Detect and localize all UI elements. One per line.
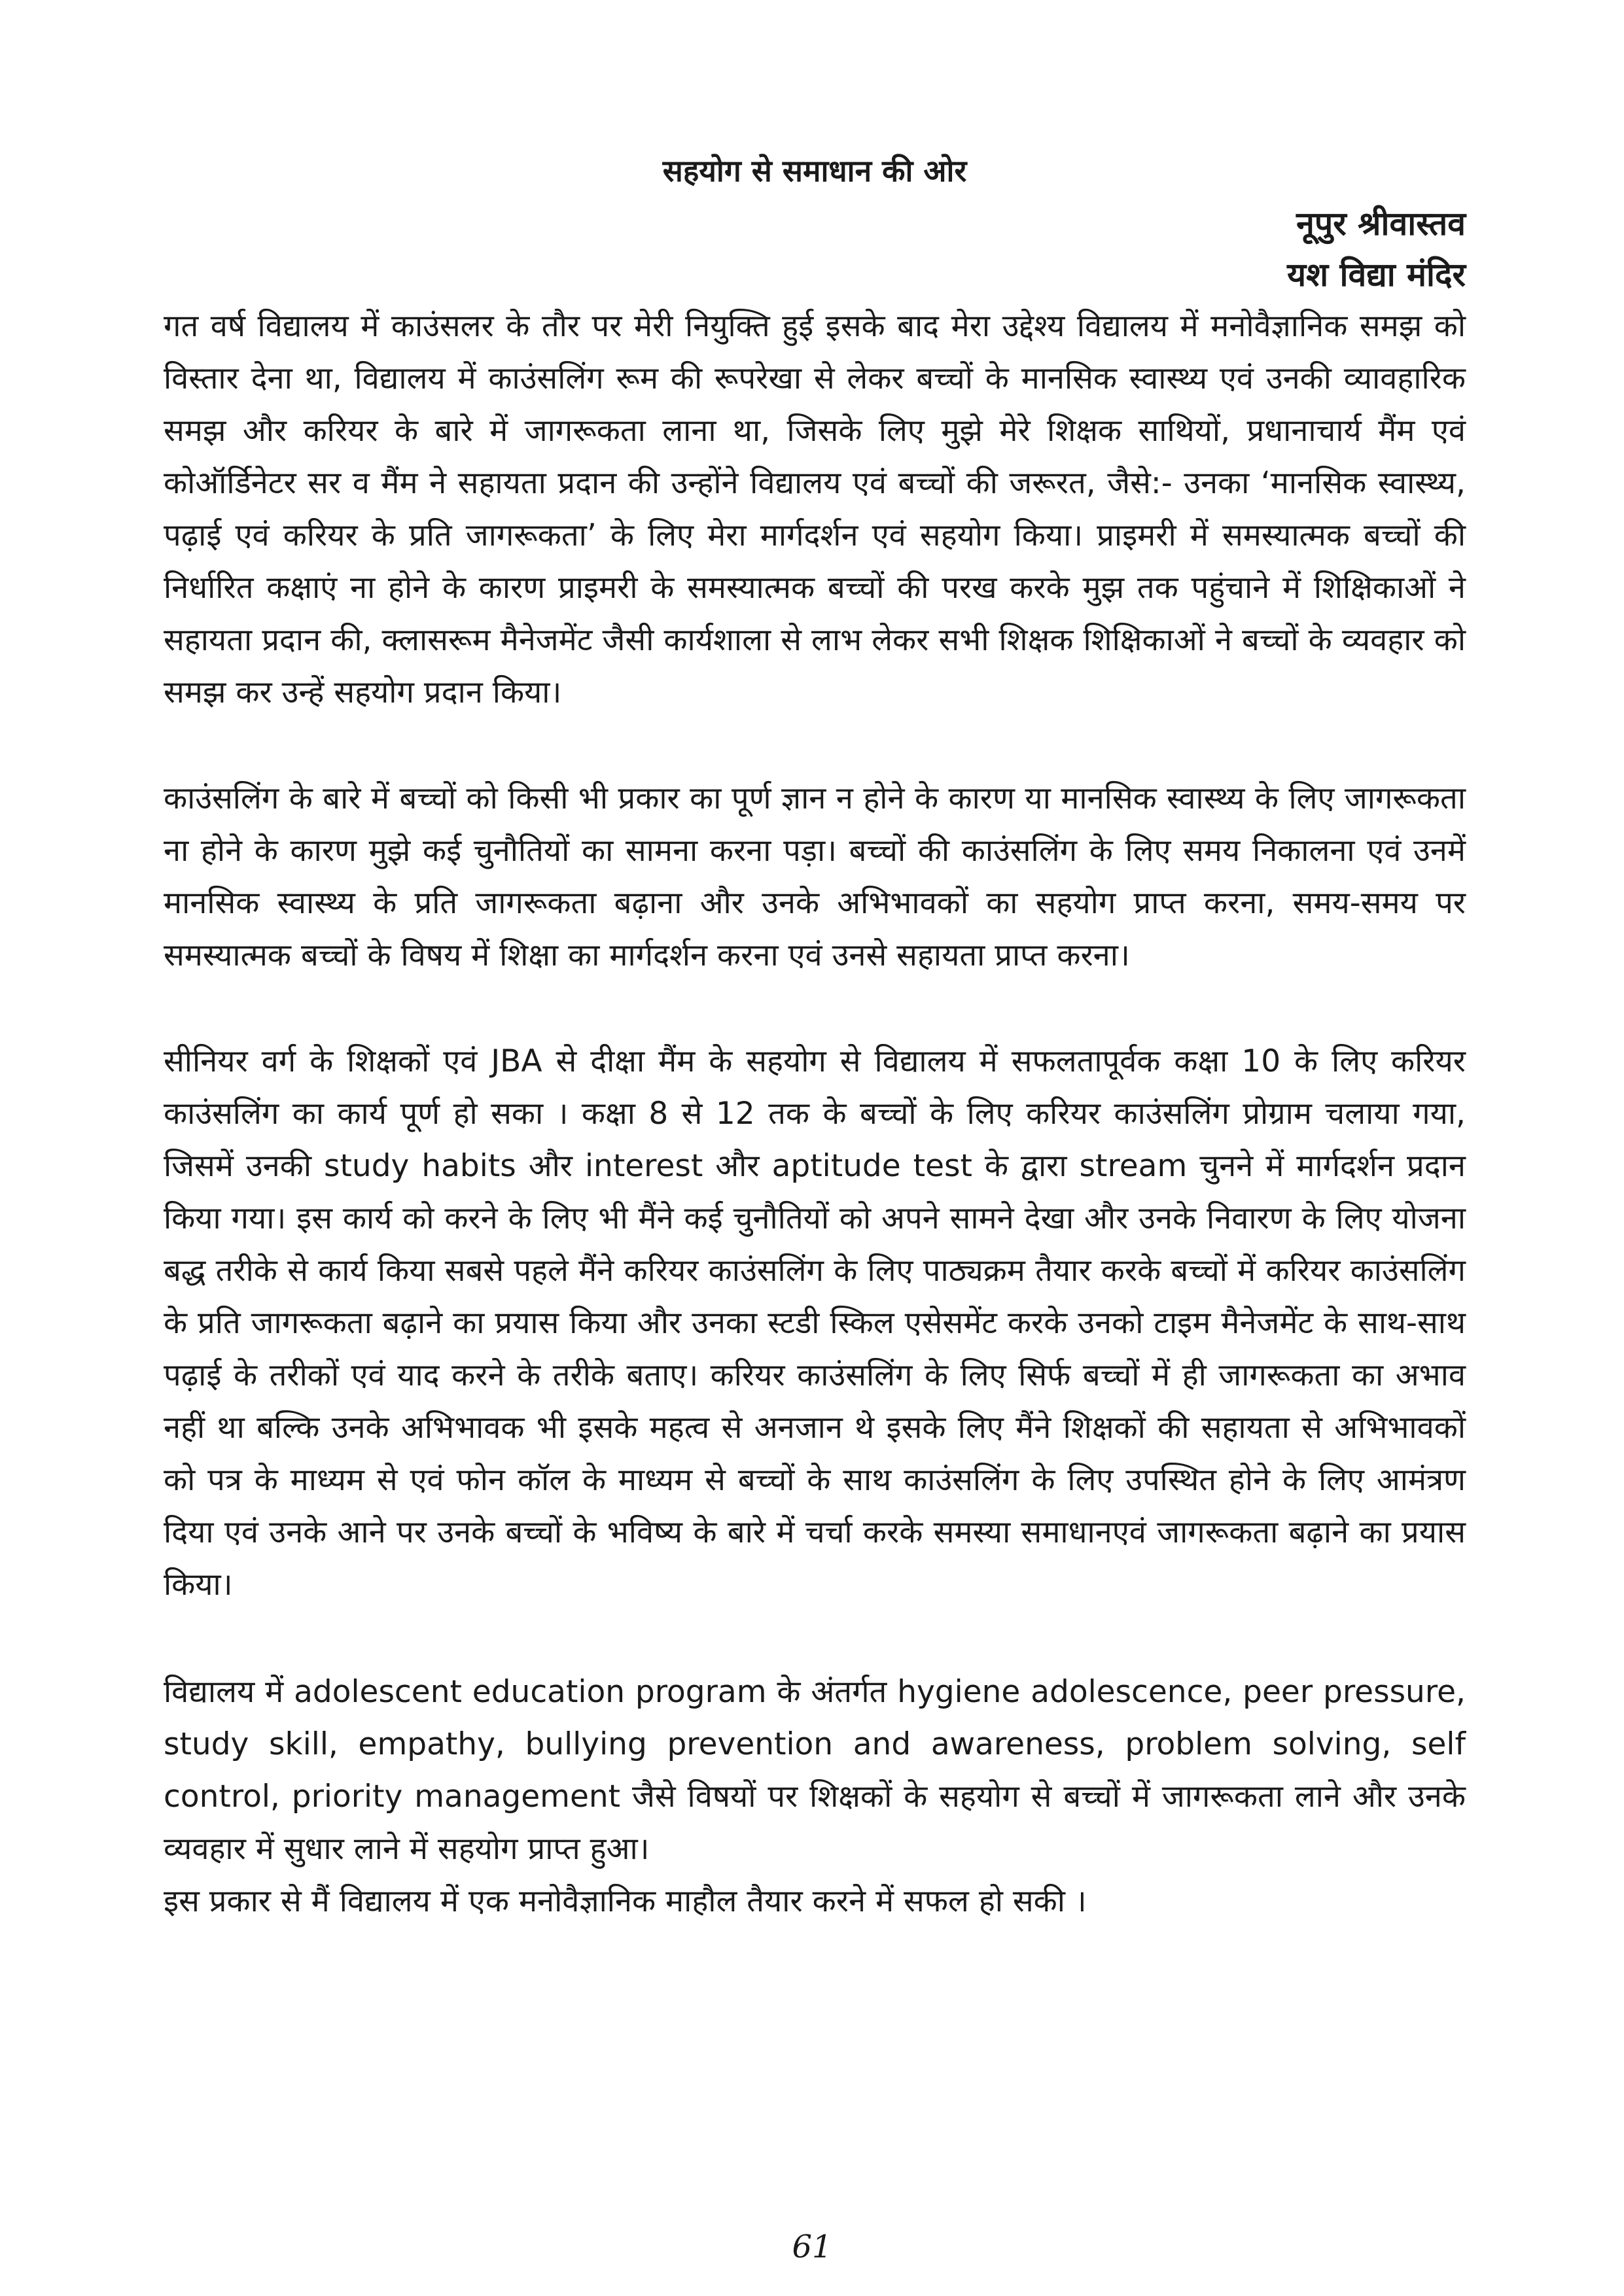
- paragraph-gap: [164, 1611, 1466, 1666]
- paragraph-challenges: काउंसलिंग के बारे में बच्चों को किसी भी प्रकार का पूर्ण ज्ञान न होने के कारण या मानसिक स्वास्थ्य के लिए जागरूकता ना होने के कारण मुझे कई चुनौतियों का सामना करना पड़ा। बच्चों की काउंसलिंग के लिए समय निकालना एवं उनमें मानसिक स्वास्थ्य के प्रति जागरूकता बढ़ाना और उनके अभिभावकों का सहयोग प्राप्त करना, समय-समय पर समस्यात्मक बच्चों के विषय में शिक्षा का मार्गदर्शन करना एवं उनसे सहायता प्राप्त करना।: [164, 780, 1466, 973]
- document-page: [164, 147, 1466, 2240]
- school-name: यश विद्या मंदिर: [1287, 256, 1466, 294]
- page-number: 61: [792, 2229, 832, 2265]
- paragraph-intro: गत वर्ष विद्यालय में काउंसलर के तौर पर मेरी नियुक्ति हुई इसके बाद मेरा उद्देश्य विद्यालय में मनोवैज्ञानिक समझ को विस्तार देना था, विद्यालय में काउंसलिंग रूम की रूपरेखा से लेकर बच्चों के मानसिक स्वास्थ्य एवं उनकी व्यावहारिक समझ और करियर के बारे में जागरूकता लाना था, जिसके लिए मुझे मेरे शिक्षक साथियों, प्रधानाचार्य मैंम एवं कोऑर्डिनेटर सर व मैंम ने सहायता प्रदान की उन्होंने विद्यालय एवं बच्चों की जरूरत, जैसे:- उनका ‘मानसिक स्वास्थ्य, पढ़ाई एवं करियर के प्रति जागरूकता’ के लिए मेरा मार्गदर्शन एवं सहयोग किया। प्राइमरी में समस्यात्मक बच्चों की निर्धारित कक्षाएं ना होने के कारण प्राइमरी के समस्यात्मक बच्चों की परख करके मुझ तक पहुंचाने में शिक्षिकाओं ने सहायता प्रदान की, क्लासरूम मैनेजमेंट जैसी कार्यशाला से लाभ लेकर सभी शिक्षक शिक्षिकाओं ने बच्चों के व्यवहार को समझ कर उन्हें सहयोग प्रदान किया।: [164, 308, 1466, 710]
- paragraph-gap: [164, 719, 1466, 773]
- byline: [164, 198, 1466, 300]
- author-name: नूपुर श्रीवास्तव: [1296, 205, 1466, 243]
- paragraph-career-counselling: सीनियर वर्ग के शिक्षकों एवं JBA से दीक्षा मैंम के सहयोग से विद्यालय में सफलतापूर्वक कक्षा 10 के लिए करियर काउंसलिंग का कार्य पूर्ण हो सका । कक्षा 8 से 12 तक के बच्चों के लिए करियर काउंसलिंग प्रोग्राम चलाया गया, जिसमें उनकी study habits और interest और aptitude test के द्वारा stream चुनने में मार्गदर्शन प्रदान किया गया। इस कार्य को करने के लिए भी मैंने कई चुनौतियों को अपने सामने देखा और उनके निवारण के लिए योजना बद्ध तरीके से कार्य किया सबसे पहले मैंने करियर काउंसलिंग के लिए पाठ्यक्रम तैयार करके बच्चों में करियर काउंसलिंग के प्रति जागरूकता बढ़ाने का प्रयास किया और उनका स्टडी स्किल एसेसमेंट करके उनको टाइम मैनेजमेंट के साथ-साथ पढ़ाई के तरीकों एवं याद करने के तरीके बताए। करियर काउंसलिंग के लिए सिर्फ बच्चों में ही जागरूकता का अभाव नहीं था बल्कि उनके अभिभावक भी इसके महत्व से अनजान थे इसके लिए मैंने शिक्षकों की सहायता से अभिभावकों को पत्र के माध्यम से एवं फोन कॉल के माध्यम से बच्चों के साथ काउंसलिंग के लिए उपस्थित होने के लिए आमंत्रण दिया एवं उनके आने पर उनके बच्चों के भविष्य के बारे में चर्चा करके समस्या समाधानएवं जागरूकता बढ़ाने का प्रयास किया।: [164, 1043, 1466, 1603]
- paragraph-gap: [164, 982, 1466, 1035]
- article-title: सहयोग से समाधान की ओर: [662, 153, 967, 188]
- paragraph-adolescent-program: विद्यालय में adolescent education program के अंतर्गत hygiene adolescence, peer pressure, study skill, empathy, bullying prevention and awareness, problem solving, self control, priority management जैसे विषयों पर शिक्षकों के सहयोग से बच्चों में जागरूकता लाने और उनके व्यवहार में सुधार लाने में सहयोग प्राप्त हुआ।: [164, 1674, 1466, 1867]
- paragraph-conclusion: इस प्रकार से मैं विद्यालय में एक मनोवैज्ञानिक माहौल तैयार करने में सफल हो सकी ।: [164, 1883, 1087, 1919]
